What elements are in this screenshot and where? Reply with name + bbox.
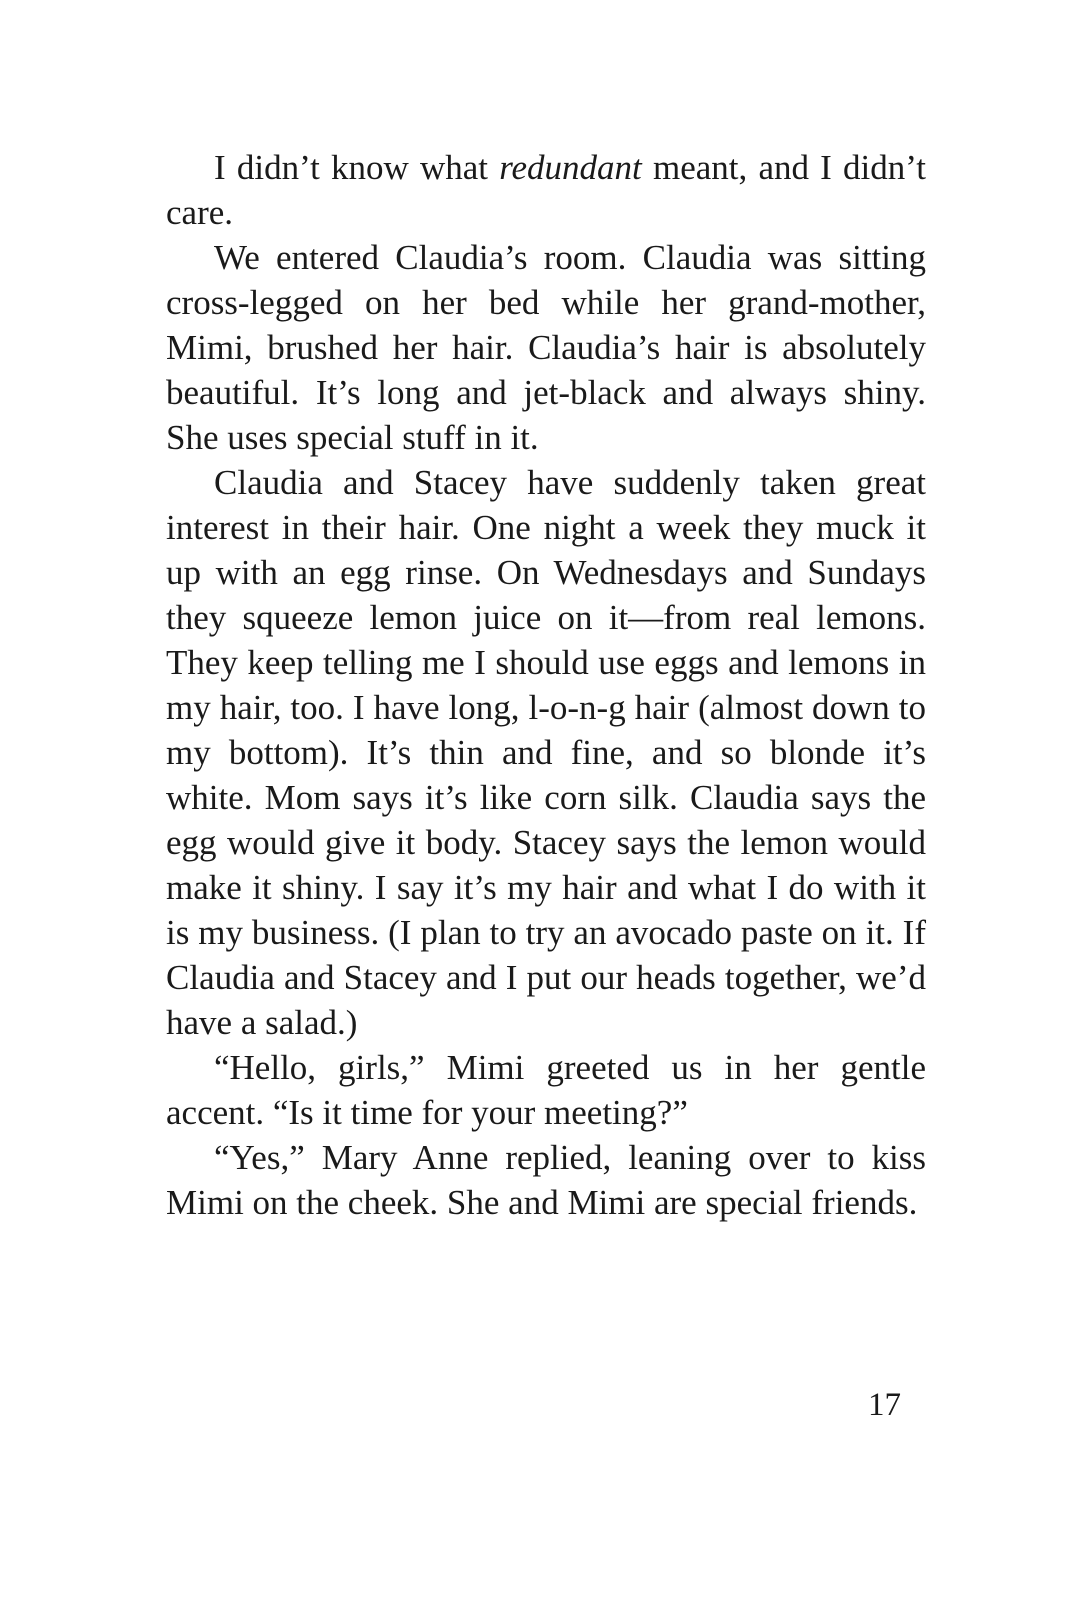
page-number: 17: [868, 1387, 901, 1423]
body-text: [166, 145, 926, 1225]
paragraph-5: [166, 1135, 926, 1225]
paragraph-3: [166, 460, 926, 1045]
paragraph-1-text-a: I didn’t know what: [214, 148, 500, 187]
paragraph-3-text: Claudia and Stacey have suddenly taken great interest in their hair. One night a week they muck it up with an egg rinse. On Wednesdays and Sundays they squeeze lemon juice on it—from real lemons. They keep telling me I should use eggs and lemons in my hair, too. I have long, l-o-n-g hair (almost down to my bottom). It’s thin and fine, and so blonde it’s white. Mom says it’s like corn silk. Claudia says the egg would give it body. Stacey says the lemon would make it shiny. I say it’s my hair and what I do with it is my business. (I plan to try an avocado paste on it. If Claudia and Stacey and I put our heads together, we’d have a salad.): [166, 463, 926, 1042]
paragraph-1-text-b: meant, and I didn’t care.: [166, 148, 926, 232]
paragraph-1-italic-word: redundant: [499, 148, 642, 187]
paragraph-4: [166, 1045, 926, 1135]
paragraph-2-text: We entered Claudia’s room. Claudia was sitting cross-legged on her bed while her grand-mother, Mimi, brushed her hair. Claudia’s hair is absolutely beautiful. It’s long and jet-black and always shiny. She uses special stuff in it.: [166, 238, 926, 457]
paragraph-5-text: “Yes,” Mary Anne replied, leaning over to kiss Mimi on the cheek. She and Mimi are special friends.: [166, 1138, 926, 1222]
paragraph-1: [166, 145, 926, 235]
paragraph-4-text: “Hello, girls,” Mimi greeted us in her gentle accent. “Is it time for your meeting?”: [166, 1048, 926, 1132]
paragraph-2: [166, 235, 926, 460]
